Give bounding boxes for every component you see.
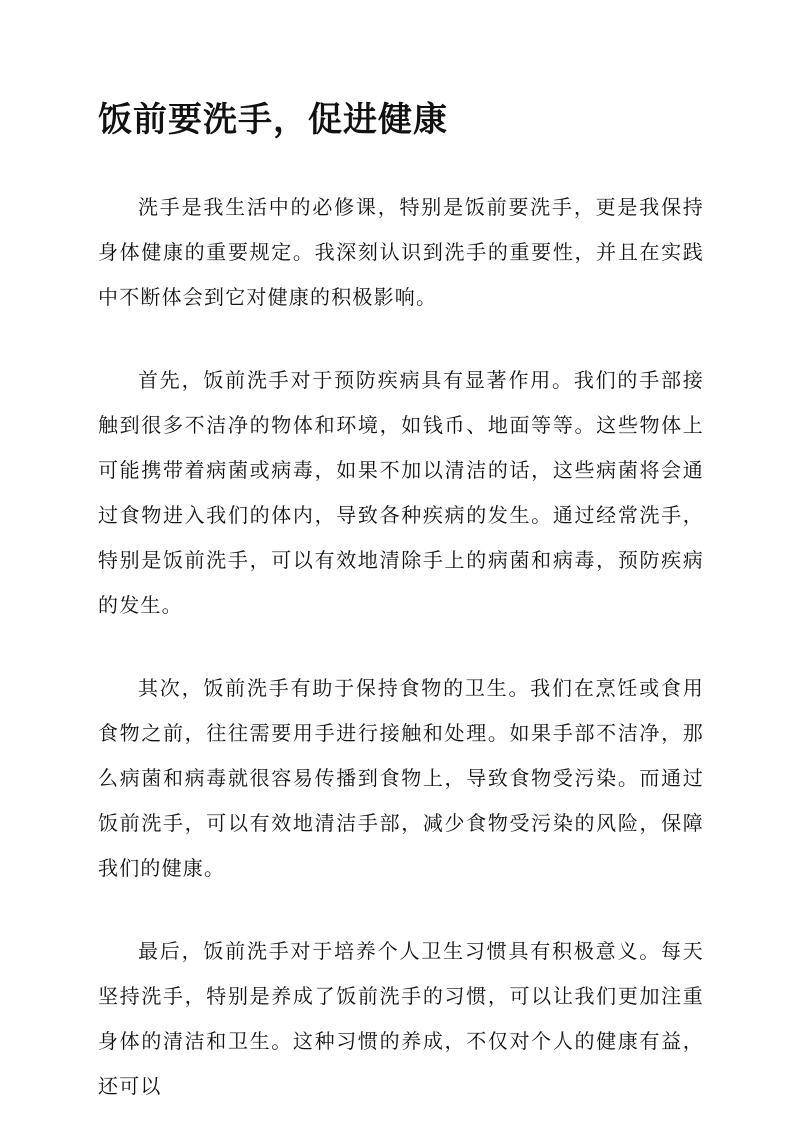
paragraph-intro: 洗手是我生活中的必修课，特别是饭前要洗手，更是我保持身体健康的重要规定。我深刻认识到洗手的重要性，并且在实践中不断体会到它对健康的积极影响。 <box>98 195 704 309</box>
document-body <box>98 185 704 1147</box>
page-title: 饭前要洗手，促进健康 <box>98 100 448 140</box>
paragraph-first-point: 首先，饭前洗手对于预防疾病具有显著作用。我们的手部接触到很多不洁净的物体和环境，如钱币、地面等等。这些物体上可能携带着病菌或病毒，如果不加以清洁的话，这些病菌将会通过食物进入我们的体内，导致各种疾病的发生。通过经常洗手，特别是饭前洗手，可以有效地清除手上的病菌和病毒，预防疾病的发生。 <box>98 368 704 617</box>
paragraph-second-point: 其次，饭前洗手有助于保持食物的卫生。我们在烹饪或食用食物之前，往往需要用手进行接触和处理。如果手部不洁净，那么病菌和病毒就很容易传播到食物上，导致食物受污染。而通过饭前洗手，可以有效地清洁手部，减少食物受污染的风险，保障我们的健康。 <box>98 676 704 880</box>
paragraph-final-point: 最后，饭前洗手对于培养个人卫生习惯具有积极意义。每天坚持洗手，特别是养成了饭前洗手的习惯，可以让我们更加注重身体的清洁和卫生。这种习惯的养成，不仅对个人的健康有益，还可以 <box>98 939 704 1098</box>
